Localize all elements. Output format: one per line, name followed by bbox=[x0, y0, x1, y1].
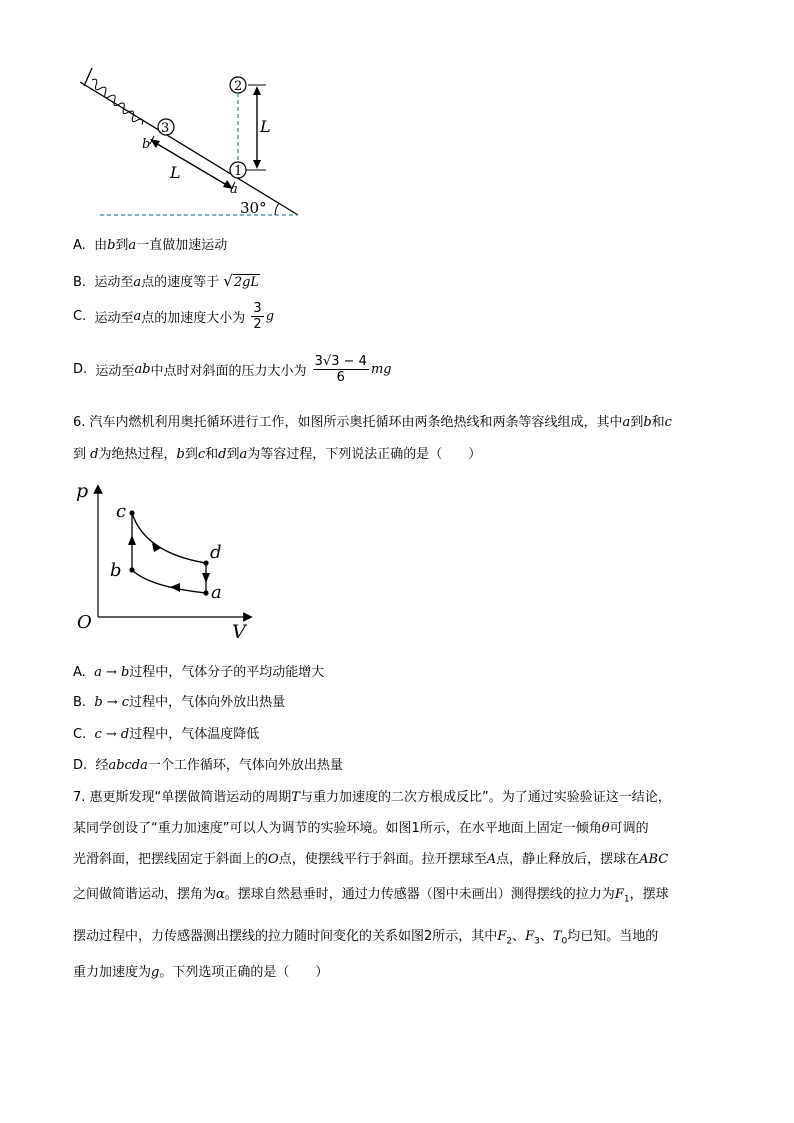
label-O: O bbox=[77, 612, 92, 633]
q7-var-theta: θ bbox=[601, 821, 610, 836]
pv-diagram bbox=[70, 475, 260, 645]
q5-a-text2: 到 bbox=[115, 238, 129, 253]
q6-a-letter: A. bbox=[73, 665, 86, 680]
q7-var-O: O bbox=[268, 852, 279, 867]
q6-d-letter: D. bbox=[73, 758, 88, 773]
label-V: V bbox=[232, 621, 246, 643]
q7-sub: 1 bbox=[623, 894, 630, 905]
q6-option-c bbox=[73, 723, 259, 742]
q5-a-text3: 一直做加速运动 bbox=[136, 238, 228, 253]
q5-option-d bbox=[73, 354, 392, 385]
q6-var: c bbox=[197, 447, 206, 462]
label-b-point: b bbox=[110, 560, 122, 581]
q7-text: 重力加速度为 bbox=[73, 965, 152, 980]
q6-c-expr: c → d bbox=[94, 727, 130, 742]
q6-d-text1: 经 bbox=[95, 758, 109, 773]
q7-sub: 3 bbox=[534, 936, 540, 947]
q6-option-a bbox=[73, 661, 324, 680]
q5-d-fraction bbox=[313, 354, 369, 385]
q6-text: 到 bbox=[630, 415, 644, 430]
q6-text: 到 bbox=[184, 447, 198, 462]
q6-option-d bbox=[73, 754, 343, 773]
label-L-slope: L bbox=[170, 163, 181, 182]
spring-coils bbox=[85, 78, 150, 127]
q6-stem-line1 bbox=[73, 411, 672, 430]
q7-line5 bbox=[73, 925, 658, 947]
q5-b-sqrt bbox=[223, 272, 260, 290]
q6-text: 到 bbox=[226, 447, 240, 462]
frac-numerator: 3 bbox=[253, 301, 262, 316]
q5-b-text1: 运动至 bbox=[94, 275, 134, 290]
q7-text: 之间做简谐运动，摆角为 bbox=[73, 887, 217, 902]
q5-option-c-letter: C. bbox=[73, 309, 87, 324]
arrow-cd bbox=[152, 543, 161, 552]
ball-2-label: 2 bbox=[234, 79, 243, 94]
q7-sep: 、 bbox=[539, 929, 553, 944]
q5-option-a bbox=[73, 234, 227, 253]
q7-sub: 2 bbox=[506, 936, 513, 947]
label-a: a bbox=[230, 182, 238, 197]
q6-var: d bbox=[218, 447, 227, 462]
q7-text: 。摆球自然悬垂时，通过力传感器（图中未画出）测得摆线的拉力为 bbox=[224, 887, 615, 902]
label-c: c bbox=[116, 501, 127, 522]
q7-text: 7. 惠更斯发现“单摆做简谐运动的周期 bbox=[73, 790, 292, 805]
q6-text: 和 bbox=[205, 447, 219, 462]
q7-var-F3: F bbox=[525, 929, 535, 944]
q6-line1-text: 6. 汽车内燃机利用奥托循环进行工作，如图所示奥托循环由两条绝热线和两条等容线组成，其中 bbox=[73, 415, 623, 430]
q7-var-T0: T bbox=[552, 929, 562, 944]
q7-sub: 0 bbox=[561, 936, 568, 947]
arrow-ab bbox=[170, 583, 180, 592]
q6-var: b bbox=[643, 415, 652, 430]
q5-c-text2: 点的加速度大小为 bbox=[141, 311, 246, 326]
q5-c-tail: g bbox=[265, 309, 275, 324]
spring bbox=[90, 76, 136, 156]
q6-option-b bbox=[73, 691, 285, 710]
q7-line2 bbox=[73, 817, 649, 836]
q5-option-b bbox=[73, 271, 260, 290]
frac-numerator: 3√3 − 4 bbox=[314, 354, 367, 369]
q7-sep: 、 bbox=[512, 929, 526, 944]
sqrt-symbol: √ bbox=[223, 272, 233, 290]
q5-option-a-letter: A. bbox=[73, 238, 86, 253]
q5-c-var1: a bbox=[133, 309, 142, 324]
q7-line1 bbox=[73, 786, 671, 805]
label-d: d bbox=[210, 542, 222, 563]
q5-d-text1: 运动至 bbox=[95, 364, 135, 379]
label-b: b bbox=[142, 137, 151, 152]
q6-c-text: 过程中，气体温度降低 bbox=[129, 727, 260, 742]
q7-line6 bbox=[73, 961, 328, 980]
q5-b-var1: a bbox=[133, 275, 142, 290]
q5-c-fraction bbox=[251, 301, 263, 332]
q6-var: d bbox=[90, 447, 99, 462]
q6-var: a bbox=[622, 415, 631, 430]
q7-text: 点，静止释放后，摆球在 bbox=[496, 852, 640, 867]
q7-var-alpha: α bbox=[216, 887, 225, 902]
q5-a-var1: b bbox=[107, 238, 116, 253]
incline-figure bbox=[70, 60, 320, 225]
q7-line4 bbox=[73, 883, 669, 905]
q5-c-text1: 运动至 bbox=[94, 311, 134, 326]
q6-b-letter: B. bbox=[73, 695, 87, 710]
q7-text: 可调的 bbox=[609, 821, 649, 836]
q5-a-var2: a bbox=[128, 238, 137, 253]
arrow-da bbox=[202, 573, 210, 583]
q7-text: 。下列选项正确的是（ ） bbox=[159, 965, 329, 980]
q6-var: b bbox=[176, 447, 185, 462]
q7-var-A: A bbox=[486, 852, 497, 867]
q5-option-d-letter: D. bbox=[73, 362, 88, 377]
q5-d-tail: mg bbox=[370, 362, 392, 377]
q5-option-b-letter: B. bbox=[73, 275, 87, 290]
label-a-point: a bbox=[211, 582, 222, 603]
q6-stem-line2 bbox=[73, 443, 481, 462]
q5-option-c bbox=[73, 301, 274, 332]
q6-a-expr: a → b bbox=[94, 665, 130, 680]
q6-text: 为绝热过程， bbox=[98, 447, 177, 462]
q6-text: 到 bbox=[73, 447, 87, 462]
q7-text: 与重力加速度的二次方根成反比”。为了通过实验验证这一结论， bbox=[299, 790, 671, 805]
q6-text: 为等容过程，下列说法正确的是（ ） bbox=[247, 447, 482, 462]
q7-var-F2: F bbox=[497, 929, 507, 944]
q6-b-expr: b → c bbox=[94, 695, 130, 710]
q7-var-F1: F bbox=[614, 887, 624, 902]
frac-denominator: 2 bbox=[253, 317, 262, 332]
q7-line3 bbox=[73, 848, 668, 867]
label-p: p bbox=[76, 480, 89, 502]
arrow-bc bbox=[128, 535, 136, 545]
q6-text: 和 bbox=[651, 415, 665, 430]
q7-text: 光滑斜面，把摆线固定于斜面上的 bbox=[73, 852, 269, 867]
frac-denominator: 6 bbox=[336, 370, 345, 385]
q7-text: 某同学创设了“重力加速度”可以人为调节的实验环境。如图1所示，在水平地面上固定一倾角 bbox=[73, 821, 602, 836]
q7-var-g: g bbox=[151, 965, 160, 980]
q6-b-text: 过程中，气体向外放出热量 bbox=[129, 695, 286, 710]
q7-var-T: T bbox=[291, 790, 300, 805]
label-angle: 30° bbox=[240, 199, 267, 217]
q5-b-sqrt-body: 2gL bbox=[233, 275, 260, 290]
q7-text: ，摆球 bbox=[629, 887, 669, 902]
q5-b-text2: 点的速度等于 bbox=[141, 275, 220, 290]
q7-text: 摆动过程中，力传感器测出摆线的拉力随时间变化的关系如图2所示，其中 bbox=[73, 929, 498, 944]
q7-text: 点，使摆线平行于斜面。拉开摆球至 bbox=[278, 852, 487, 867]
q5-d-text2: 中点时对斜面的压力大小为 bbox=[150, 364, 307, 379]
curve-ab bbox=[132, 570, 206, 593]
q6-a-text: 过程中，气体分子的平均动能增大 bbox=[129, 665, 325, 680]
q6-d-expr: abcda bbox=[108, 758, 148, 773]
q6-d-text: 一个工作循环，气体向外放出热量 bbox=[147, 758, 343, 773]
q7-text: 均已知。当地的 bbox=[567, 929, 659, 944]
q5-a-text1: 由 bbox=[94, 238, 108, 253]
curve-cd bbox=[132, 513, 206, 563]
q6-var: a bbox=[239, 447, 248, 462]
q6-c-letter: C. bbox=[73, 727, 87, 742]
ball-3-label: 3 bbox=[161, 121, 170, 136]
label-L-vertical: L bbox=[260, 117, 271, 136]
q7-var-ABC: ABC bbox=[639, 852, 669, 867]
q6-var: c bbox=[664, 415, 672, 430]
q5-d-var1: ab bbox=[134, 362, 151, 377]
incline-surface bbox=[80, 82, 298, 215]
ball-1-label: 1 bbox=[234, 164, 243, 179]
